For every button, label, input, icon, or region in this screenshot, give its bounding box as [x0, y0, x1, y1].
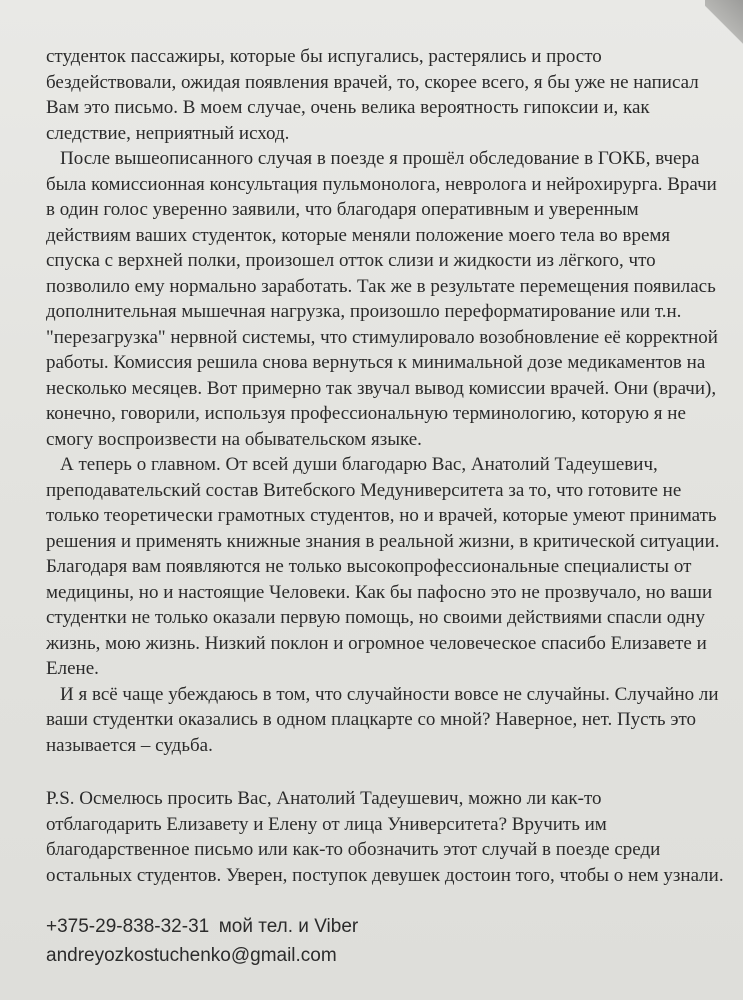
letter-body	[46, 44, 736, 970]
text-line: спуска с верхней полки, произошел отток слизи и жидкости из лёгкого, что	[46, 250, 656, 271]
email-address: andreyozkostuchenko@gmail.com	[46, 945, 337, 966]
text-line: действиям ваших студенток, которые меняли положение моего тела во время	[46, 224, 671, 246]
text-line: После вышеописанного случая в поезде я прошёл обследование в ГОКБ, вчера	[60, 148, 700, 169]
text-line: дополнительная мышечная нагрузка, произошло переформатирование или т.н.	[46, 301, 682, 322]
text-line: смогу воспроизвести на обывательском языке.	[46, 428, 422, 450]
text-line: P.S. Осмелюсь просить Вас, Анатолий Тадеушевич, можно ли как-то	[46, 788, 602, 809]
text-line: Благодаря вам появляются не только высокопрофессиональные специалисты от	[46, 556, 692, 577]
paragraph-2	[46, 146, 736, 452]
text-line: бездействовали, ожидая появления врачей, то, скорее всего, я бы уже не написал	[46, 71, 699, 93]
text-line: "перезагрузка" нервной системы, что стимулировало возобновление её корректной	[46, 326, 718, 348]
text-line: ваши студентки оказались в одном плацкарте со мной? Наверное, нет. Пусть это	[46, 709, 697, 730]
text-line: жизнь, мою жизнь. Низкий поклон и огромное человеческое спасибо Елизавете и	[46, 632, 707, 654]
text-line: отблагодарить Елизавету и Елену от лица Университета? Вручить им	[46, 813, 607, 835]
phone-line	[46, 912, 736, 941]
text-line: Елене.	[46, 658, 99, 679]
postscript	[46, 786, 736, 888]
text-line: А теперь о главном. От всей души благодарю Вас, Анатолий Тадеушевич,	[60, 454, 658, 475]
text-line: несколько месяцев. Вот примерно так звучал вывод комиссии врачей. Они (врачи),	[46, 377, 717, 399]
phone-note: мой тел. и Viber	[218, 916, 359, 937]
text-line: решения и применять книжные знания в реальной жизни, в критической ситуации.	[46, 530, 720, 552]
text-line: Вам это письмо. В моем случае, очень велика вероятность гипоксии и, как	[46, 97, 650, 118]
text-line: преподавательский состав Витебского Медуниверситета за то, что готовите не	[46, 479, 682, 501]
text-line: студенток пассажиры, которые бы испугались, растерялись и просто	[46, 46, 602, 67]
text-line: И я всё чаще убеждаюсь в том, что случайности вовсе не случайны. Случайно ли	[60, 683, 719, 705]
contact-info	[46, 912, 736, 970]
text-line: благодарственное письмо или как-то обозначить этот случай в поезде среди	[46, 839, 661, 860]
paragraph-3	[46, 452, 736, 682]
spacer	[46, 758, 736, 786]
paragraph-1	[46, 44, 736, 146]
text-line: остальных студентов. Уверен, поступок девушек достоин того, чтобы о нем узнали.	[46, 864, 724, 886]
paragraph-4	[46, 682, 736, 759]
phone-number: +375-29-838-32-31	[46, 916, 210, 937]
text-line: медицины, но и настоящие Человеки. Как бы пафосно это не прозвучало, но ваши	[46, 581, 713, 603]
text-line: только теоретически грамотных студентов, но и врачей, которые умеют принимать	[46, 505, 717, 526]
text-line: студентки не только оказали первую помощь, но своими действиями спасли одну	[46, 607, 705, 628]
text-line: работы. Комиссия решила снова вернуться к минимальной дозе медикаментов на	[46, 352, 706, 373]
text-line: конечно, говорили, используя профессиональную терминологию, которую я не	[46, 403, 686, 424]
text-line: называется – судьба.	[46, 734, 213, 756]
text-line: в один голос уверенно заявили, что благодаря оперативным и уверенным	[46, 199, 639, 220]
text-line: была комиссионная консультация пульмонолога, невролога и нейрохирурга. Врачи	[46, 173, 717, 195]
text-line: следствие, неприятный исход.	[46, 122, 290, 144]
text-line: позволило ему нормально заработать. Так же в результате перемещения появилась	[46, 275, 716, 297]
